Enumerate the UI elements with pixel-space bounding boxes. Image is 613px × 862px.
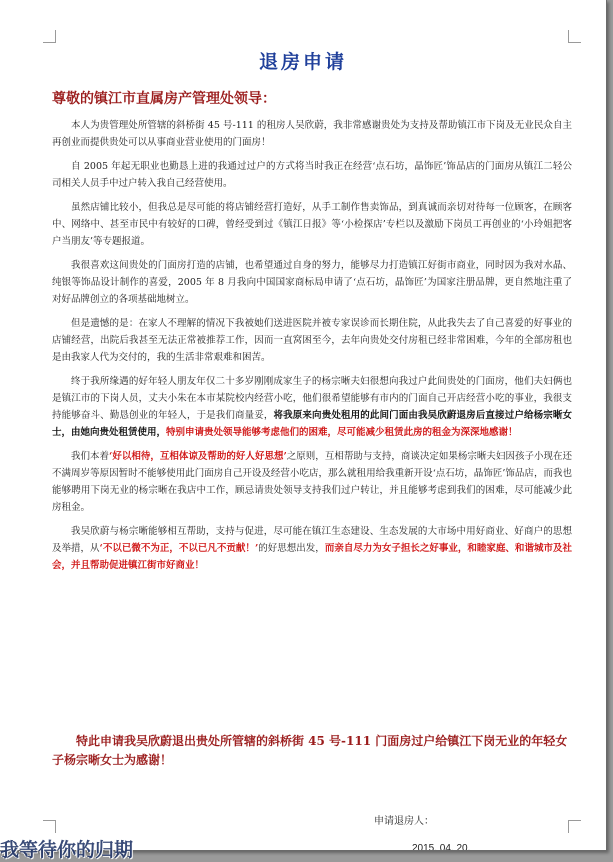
document-title: 退房申请 <box>258 51 347 73</box>
closing-statement: 特此申请我吴欣蔚退出贵处所管辖的斜桥街 45 号-111 门面房过户给镇江下岗无业的年轻女子杨宗晰女士为感谢！ <box>52 734 568 767</box>
paragraph-7-red: ‘好以相待，互相体谅及帮助的好人好思想’ <box>109 451 287 462</box>
margin-corner-mark <box>568 820 581 833</box>
paragraph-7-text: 我们本着 <box>71 451 110 462</box>
paragraph-8-text-2: 的好思想出发， <box>258 543 325 554</box>
paragraph-8-red-2: 而亲自尽力为女子担长之好事业，和睦家庭、和谐城市及社会，并且帮助促进镇江街市好商业！ <box>52 543 572 571</box>
watermark-text: 我等待你的归期 <box>0 839 134 861</box>
paragraph-6-red: 特别申请贵处领导能够考虑他们的困难，尽可能减少租赁此房的租金为深深地感谢！ <box>166 427 518 438</box>
margin-corner-mark <box>43 30 56 43</box>
paragraph-7-text-2: 之原则，互相帮助与支持，商谈决定如果杨宗晰夫妇因孩子小现在还不满周岁等原因暂时不能够使用此门面房自己开设及经营小吃店，那么就租用给我重新开设‘点石坊，晶饰匠’饰品店，而我也能够聘用下岗无业的杨宗晰在我店中工作，顾忌请贵处领导支持我们过户转让，并且能够考虑到我们的困难，尽可能减少此房租金。 <box>52 451 572 513</box>
paragraph-8-text: 我吴欣蔚与杨宗晰能够相互帮助，支持与促进，尽可能在镇江生态建设、生态发展的大市场中用好商业、好商户的思想及举措，从 <box>52 526 572 554</box>
paragraph-2: 自 2005 年起无职业也勤恳上进的我通过过户的方式将当时我正在经营‘点石坊，晶饰匠’饰品店的门面房从镇江二轻公司相关人员手中过户转入我自己经营使用。 <box>52 161 572 189</box>
paragraph-6-text: 终于我所缘遇的好年轻人朋友年仅二十多岁刚刚成家生子的杨宗晰夫妇很想向我过户此间贵处的门面房，他们夫妇俩也是镇江市的下岗人员，丈夫小朱在本市某院校内经营小吃，他们很希望能够有市内的门面自己开店经营小吃的事业，我很支持能够奋斗、勤恳创业的年轻人，于是我们商量妥， <box>52 376 572 421</box>
application-date: 2015. 04. 20. <box>412 843 471 851</box>
applicant-label: 申请退房人： <box>374 816 434 827</box>
paragraph-8-red: ‘不以已微不为正，不以已凡不贡献！’ <box>99 543 259 554</box>
paragraph-8 <box>52 523 572 574</box>
margin-corner-mark <box>568 30 581 43</box>
paragraph-4: 我很喜欢这间贵处的门面房打造的店铺，也希望通过自身的努力，能够尽力打造镇江好街市商业，同时因为我对水晶、纯银等饰品设计制作的喜爱，2005 年 8 月我向中国国家商标局申请了‘点石坊，晶饰匠’为国家注册品牌，更自然地注重了对好品牌创立的各项基础地树立。 <box>52 260 572 305</box>
paragraph-6-bold: 将我原来向贵处租用的此间门面由我吴欣蔚退房后直接过户给杨宗晰女士，由她向贵处租赁使用， <box>52 410 572 438</box>
paragraph-3: 虽然店铺比较小，但我总是尽可能的将店铺经营打造好，从手工制作售卖饰品，到真诚而亲切对待每一位顾客，在顾客中、网络中、甚至市民中有较好的口碑，曾经受到过《镇江日报》等‘小检探店’专栏以及激励下岗员工再创业的‘小玲姐把客户当朋友’等专题报道。 <box>52 202 572 247</box>
body-text <box>52 117 572 581</box>
paragraph-5: 但是遗憾的是：在家人不理解的情况下我被她们送进医院并被专家误诊而长期住院，从此我失去了自己喜爱的好事业的店铺经营，出院后我甚至无法正常被推荐工作，因而一直窝困至今，去年向贵处交付房租已经非常困难，今年的全部房租也是由我家人代为交付的，我的生活非常艰难和困苦。 <box>52 318 572 363</box>
paragraph-1: 本人为贵管理处所管辖的斜桥街 45 号-111 的租房人吴欣蔚，我非常感谢贵处为支持及帮助镇江市下岗及无业民众自主再创业而提供贵处可以从事商业营业使用的门面房！ <box>52 120 572 148</box>
salutation: 尊敬的镇江市直属房产管理处领导： <box>52 91 276 107</box>
margin-corner-mark <box>43 820 56 833</box>
paragraph-6 <box>52 373 572 441</box>
paragraph-7 <box>52 448 572 516</box>
